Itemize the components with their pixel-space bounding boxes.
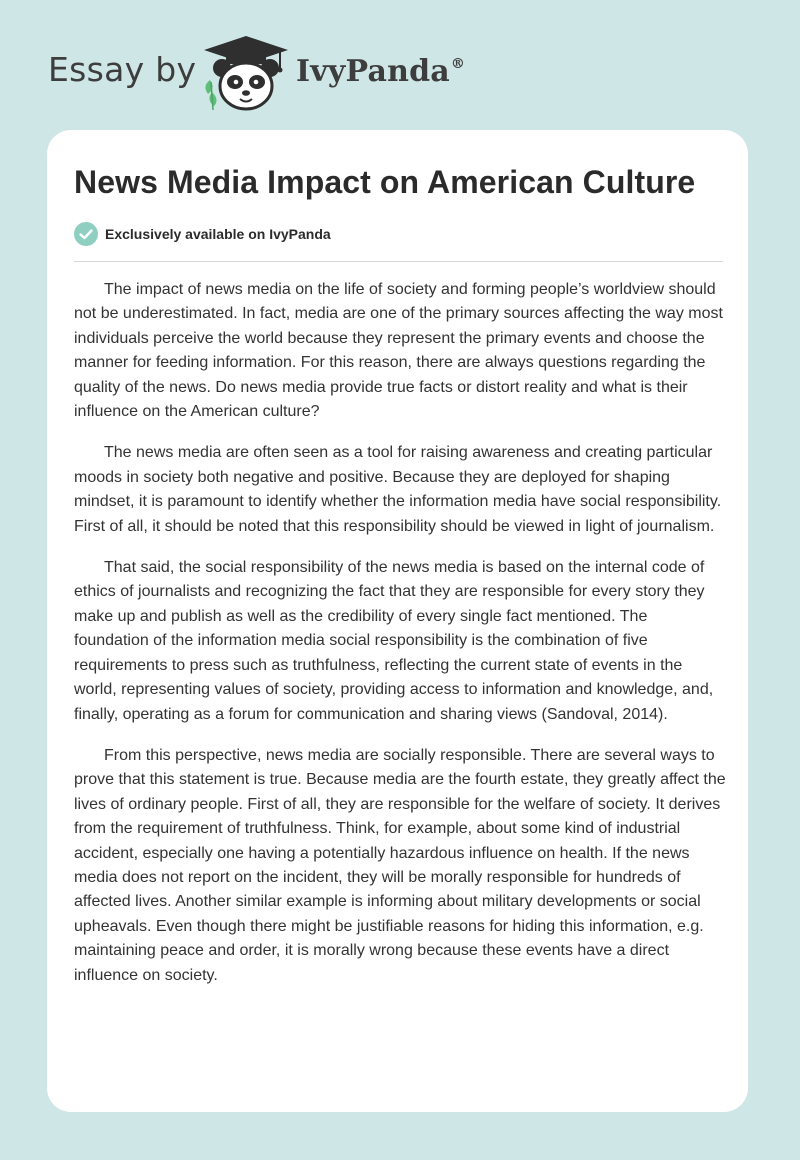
essay-body	[74, 278, 726, 1005]
registered-mark: ®	[450, 56, 466, 72]
essay-by-label: Essay by	[48, 50, 197, 89]
divider	[74, 261, 723, 262]
essay-card	[47, 130, 748, 1112]
site-header	[0, 0, 800, 130]
exclusive-badge	[74, 222, 331, 246]
brand-name-text: IvyPanda	[296, 54, 450, 89]
brand-name	[296, 54, 465, 89]
paragraph: The news media are often seen as a tool for raising awareness and creating particular moods in society both negative and positive. Because they are deployed for shaping mindset, it is paramount to identify whether the information media have social responsibility. First of all, it should be noted that this responsibility should be viewed in light of journalism.	[74, 444, 722, 535]
paragraph: From this perspective, news media are socially responsible. There are several ways to prove that this statement is true. Because media are the fourth estate, they greatly affect the lives of ordinary people. First of all, they are responsible for the welfare of society. It derives from the requirement of truthfulness. Think, for example, about some kind of industrial accident, especially one having a potentially hazardous influence on health. If the news media does not report on the incident, they will be morally responsible for hundreds of affected lives. Another similar example is informing about military developments or social upheavals. Even though there might be justifiable reasons for hiding this information, e.g. maintaining peace and order, it is morally wrong because these events have a direct influence on society.	[74, 746, 726, 984]
exclusive-badge-label: Exclusively available on IvyPanda	[105, 226, 331, 242]
check-circle-icon	[74, 222, 98, 246]
panda-logo-icon	[200, 34, 292, 112]
page-title: News Media Impact on American Culture	[74, 164, 696, 200]
paragraph: The impact of news media on the life of society and forming people’s worldview should not be underestimated. In fact, media are one of the primary sources affecting the way most individuals perceive the world because they represent the primary events and choose the manner for feeding information. For this reason, there are always questions regarding the quality of the news. Do news media provide true facts or distort reality and what is their influence on the American culture?	[74, 281, 723, 421]
paragraph: That said, the social responsibility of the news media is based on the internal code of ethics of journalists and recognizing the fact that they are responsible for every story they make up and publish as well as the credibility of every single fact mentioned. The foundation of the information media social responsibility is the combination of five requirements to press such as truthfulness, reflecting the current state of events in the world, representing values of society, providing access to information and knowledge, and, finally, operating as a forum for communication and sharing views (Sandoval, 2014).	[74, 559, 714, 723]
